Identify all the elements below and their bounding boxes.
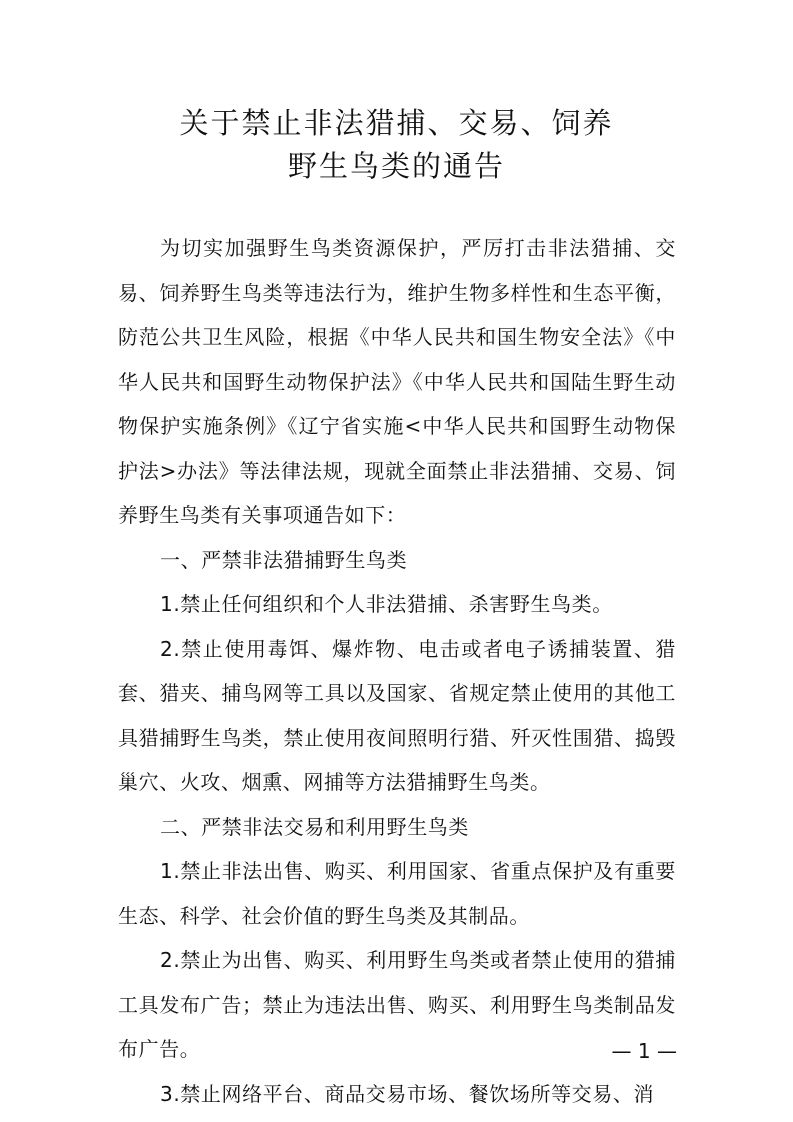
section-2-item-2: 2.禁止为出售、购买、利用野生鸟类或者禁止使用的猎捕工具发布广告；禁止为违法出售、购买、利用野生鸟类制品发布广告。 xyxy=(118,948,676,1061)
section-1-item-2: 2.禁止使用毒饵、爆炸物、电击或者电子诱捕装置、猎套、猎夹、捕鸟网等工具以及国家、省规定禁止使用的其他工具猎捕野生鸟类，禁止使用夜间照明行猎、歼灭性围猎、捣毁巢穴、火攻、烟熏、网捕等方法猎捕野生鸟类。 xyxy=(118,636,676,794)
intro-paragraph: 为切实加强野生鸟类资源保护，严厉打击非法猎捕、交易、饲养野生鸟类等违法行为，维护生物多样性和生态平衡，防范公共卫生风险，根据《中华人民共和国生物安全法》《中华人民共和国野生动物保护法》《中华人民共和国陆生野生动物保护实施条例》《辽宁省实施<中华人民共和国野生动物保护法>办法》等法律法规，现就全面禁止非法猎捕、交易、饲养野生鸟类有关事项通告如下： xyxy=(118,236,676,527)
document-body xyxy=(118,226,676,1116)
section-1-item-1: 1.禁止任何组织和个人非法猎捕、杀害野生鸟类。 xyxy=(160,592,613,616)
section-heading-2: 二、严禁非法交易和利用野生鸟类 xyxy=(160,814,469,839)
document-title-line-1: 关于禁止非法猎捕、交易、饲养 xyxy=(179,106,614,140)
page-number: — 1 — xyxy=(611,1039,677,1063)
section-2-item-1: 1.禁止非法出售、购买、利用国家、省重点保护及有重要生态、科学、社会价值的野生鸟类及其制品。 xyxy=(118,859,676,928)
document-title-line-2: 野生鸟类的通告 xyxy=(287,149,505,183)
section-heading-1: 一、严禁非法猎捕野生鸟类 xyxy=(160,547,408,572)
section-2-item-3: 3.禁止网络平台、商品交易市场、餐饮场所等交易、消 xyxy=(160,1081,655,1106)
